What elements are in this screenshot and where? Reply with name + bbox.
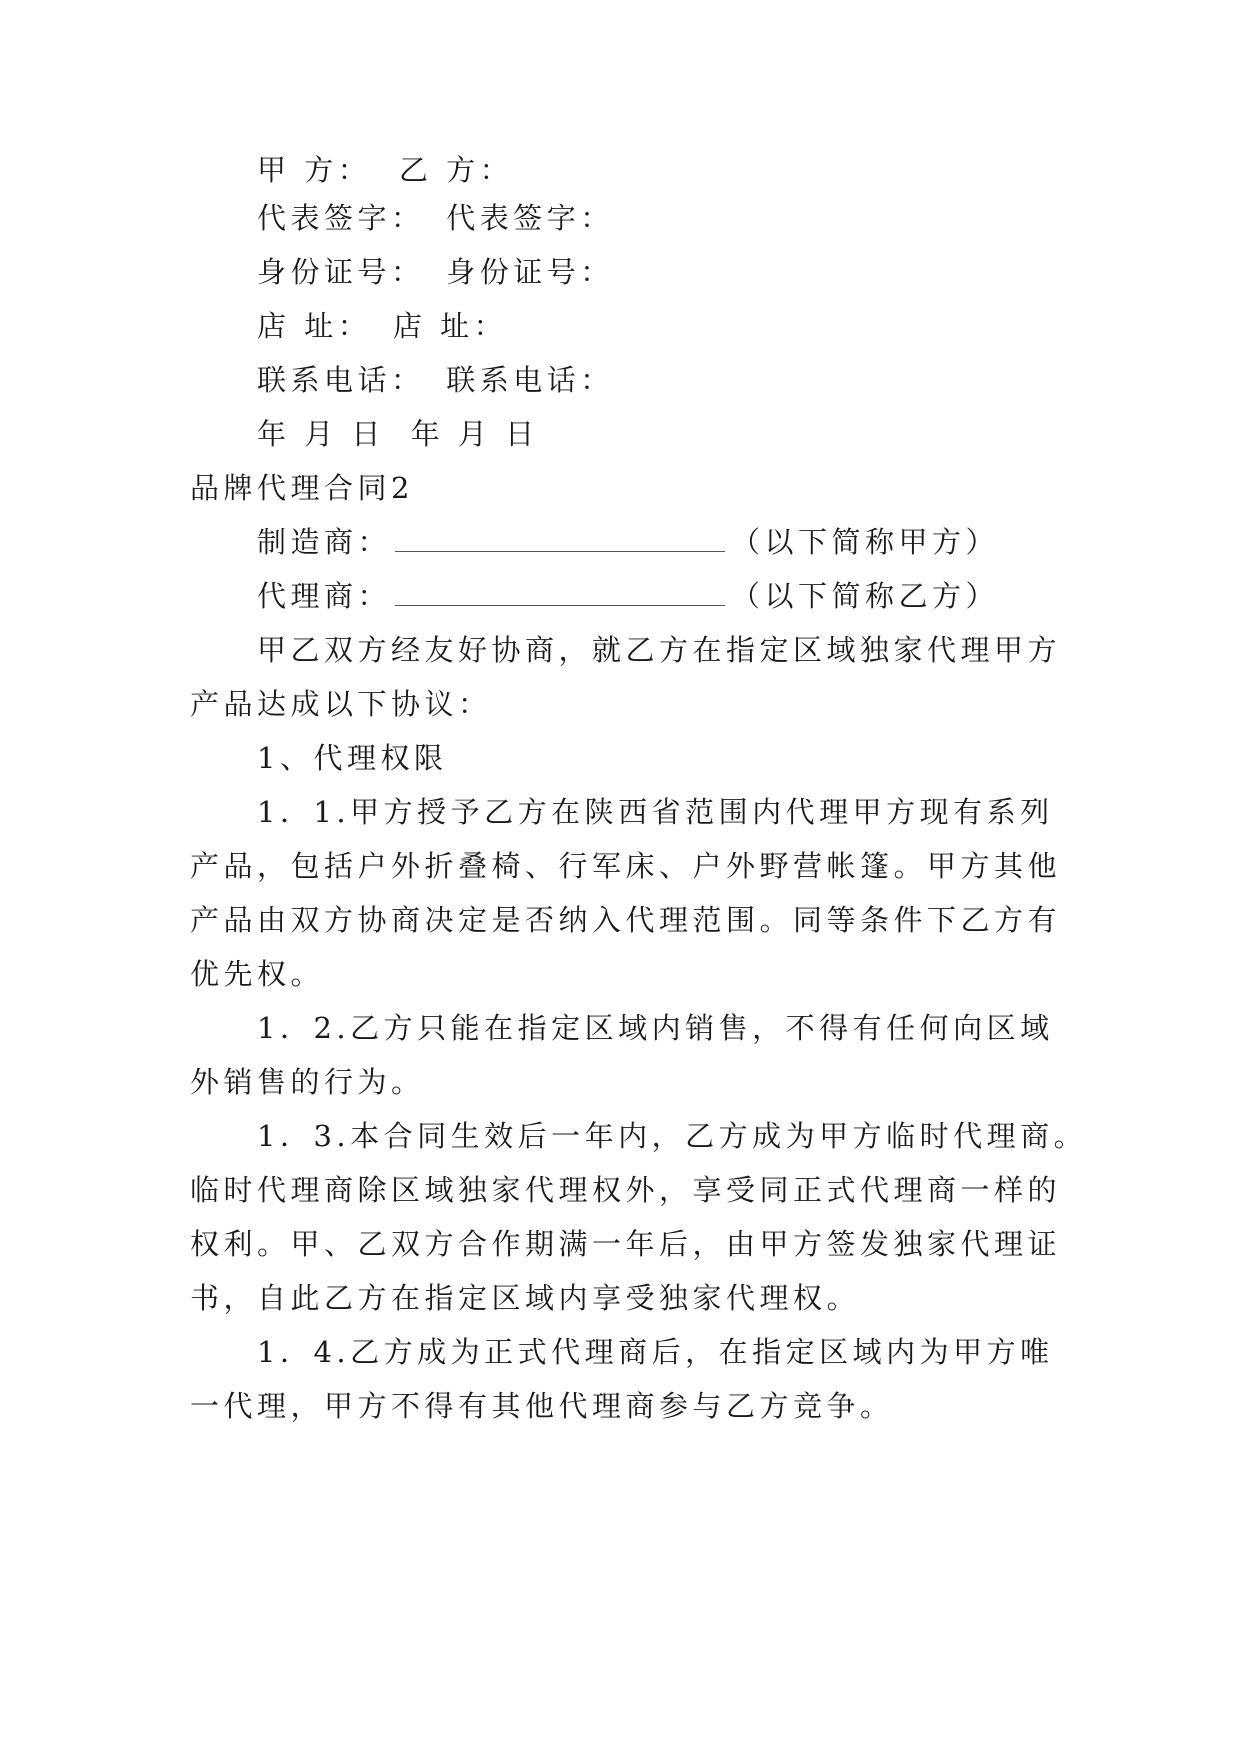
clause-1-2-line: 外销售的行为。 — [190, 1065, 425, 1099]
date-b-label: 年 月 日 — [410, 417, 539, 451]
agent-blank-field[interactable] — [395, 579, 725, 606]
rep-sign-b-label: 代表签字： — [446, 201, 614, 235]
manufacturer-label: 制造商： — [257, 525, 392, 559]
signature-id-row — [257, 252, 614, 292]
agent-note: （以下简称乙方） — [731, 579, 1000, 613]
rep-sign-a-label: 代表签字： — [257, 201, 425, 235]
clause-1-4-line: 一代理，甲方不得有其他代理商参与乙方竞争。 — [190, 1389, 894, 1423]
clause-1-3-line: 权利。甲、乙双方合作期满一年后，由甲方签发独家代理证 — [190, 1227, 1062, 1261]
contract-title: 品牌代理合同2 — [190, 471, 414, 505]
id-no-b-label: 身份证号： — [446, 255, 614, 289]
party-a-label: 甲 方： — [257, 153, 372, 187]
clause-1-2-line: 1．2.乙方只能在指定区域内销售，不得有任何向区域 — [257, 1011, 1054, 1045]
section-heading: 1、代理权限 — [257, 741, 448, 775]
signature-phone-row — [257, 360, 614, 400]
clause-1-3-line: 1．3.本合同生效后一年内，乙方成为甲方临时代理商。 — [257, 1119, 1088, 1153]
signature-rep-row — [257, 198, 614, 238]
date-a-label: 年 月 日 — [257, 417, 385, 451]
address-b-label: 店 址： — [392, 309, 508, 343]
agent-row — [257, 576, 999, 616]
manufacturer-row — [257, 522, 999, 562]
manufacturer-blank-field[interactable] — [395, 525, 725, 552]
signature-date-row — [257, 414, 539, 454]
party-b-label: 乙 方： — [398, 153, 514, 187]
clause-1-1-line: 产品由双方协商决定是否纳入代理范围。同等条件下乙方有 — [190, 903, 1062, 937]
manufacturer-note: （以下简称甲方） — [731, 525, 1000, 559]
phone-b-label: 联系电话： — [446, 363, 614, 397]
agent-label: 代理商： — [257, 579, 392, 613]
clause-1-4-line: 1．4.乙方成为正式代理商后，在指定区域内为甲方唯 — [257, 1335, 1054, 1369]
signature-party-row — [257, 150, 513, 190]
clause-1-1-line: 1．1.甲方授予乙方在陕西省范围内代理甲方现有系列 — [257, 795, 1054, 829]
intro-paragraph-line: 甲乙双方经友好协商，就乙方在指定区域独家代理甲方 — [257, 633, 1062, 667]
intro-paragraph-line: 产品达成以下协议： — [190, 687, 492, 721]
signature-address-row — [257, 306, 507, 346]
clause-1-1-line: 优先权。 — [190, 957, 325, 991]
clause-1-3-line: 临时代理商除区域独家代理权外，享受同正式代理商一样的 — [190, 1173, 1062, 1207]
clause-1-1-line: 产品，包括户外折叠椅、行军床、户外野营帐篷。甲方其他 — [190, 849, 1062, 883]
id-no-a-label: 身份证号： — [257, 255, 425, 289]
phone-a-label: 联系电话： — [257, 363, 425, 397]
address-a-label: 店 址： — [257, 309, 372, 343]
clause-1-3-line: 书，自此乙方在指定区域内享受独家代理权。 — [190, 1281, 861, 1315]
